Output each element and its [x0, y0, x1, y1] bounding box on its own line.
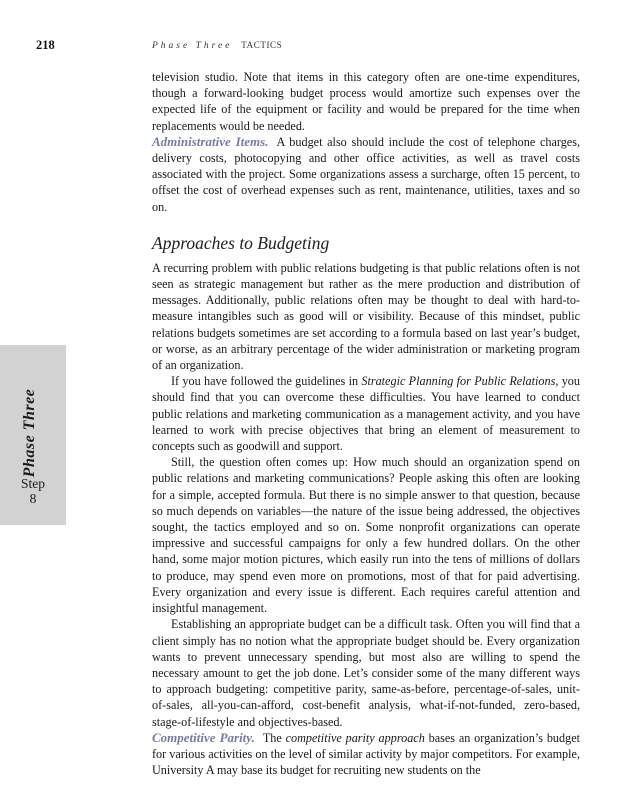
page-number: 218	[36, 38, 55, 52]
running-head-phase: Phase Three	[152, 41, 233, 51]
paragraph-recurring-problem: A recurring problem with public relations budgeting is that public relations often is not seen as strategic management but rather as the mere production and distribution of messages. Additionally, public relations often may be thought to deal with hard-to-measure intangibles such as good will or visibility. Because of this mindset, public relations budgets sometimes are set according to a formula based on last year’s budget, or worse, as an arbitrary percentage of the wider administration or marketing program of an organization.	[152, 260, 580, 373]
paragraph-administrative-items	[152, 134, 580, 215]
paragraph-competitive-parity	[152, 730, 580, 779]
paragraph-intro: television studio. Note that items in this category often are one-time expenditures, though a forward-looking budget process would amortize such expenses over the expected life of the equipment or facility and would be prepared for the time when replacements would be needed.	[152, 70, 580, 133]
guidelines-pre: If you have followed the guidelines in	[171, 374, 362, 389]
section-heading: Approaches to Budgeting	[152, 232, 330, 253]
body-column	[152, 69, 580, 778]
paragraph-question: Still, the question often comes up: How much should an organization spend on public relations and marketing communications? People asking this often are looking for a simple, accepted formula. But there is no simple answer to that question, because so much depends on variables—the nature of the issue being addressed, the objectives sought, the tactics employed and so on. Some nonprofit organizations can operate impressive and successful campaigns for only a few hundred dollars. On the other hand, some major motion pictures, which easily run into the tens of millions of dollars to produce, may spend even more on promotions, most of that for paid advertising. Every organization and every issue is different. Each requires careful attention and insightful management.	[152, 455, 580, 616]
run-in-head-administrative: Administrative Items.	[152, 133, 269, 149]
paragraph-guidelines	[152, 373, 580, 454]
competitive-term: competitive parity approach	[285, 730, 425, 745]
side-tab-title: Phase Three	[21, 388, 38, 478]
administrative-body: A budget also should include the cost of telephone charges, delivery costs, photocopying and other office activities, as well as travel costs associated with the project. Some organizations assess a surcharge, often 15 percent, to offset the cost of overhead expenses such as rent, maintenance, utilities, taxes and so on.	[152, 134, 581, 214]
side-step	[0, 476, 66, 506]
book-title: Strategic Planning for Public Relations	[361, 374, 556, 389]
running-head-section: TACTICS	[241, 40, 283, 50]
competitive-post: bases an organization’s budget for various activities on the level of similar activity by major competitors. For example, University A may base its budget for recruiting new students on the	[152, 730, 580, 778]
guidelines-post: , you should find that you can overcome these difficulties. You have learned to conduct public relations and marketing communication as a management activity, and you have learned to work with precise objectives that bring an element of measurement to concepts such as goodwill and support.	[152, 374, 580, 454]
paragraph-establishing: Establishing an appropriate budget can be a difficult task. Often you will find that a client simply has no notion what the appropriate budget should be. Every organization wants to prevent unnecessary spending, but most also are willing to spend the necessary amount to get the job done. Let’s consider some of the many different ways to approach budgeting: competitive parity, same-as-before, percentage-of-sales, unit-of-sales, all-you-can-afford, cost-benefit analysis, what-if-not-funded, zero-based, stage-of-lifestyle and objectives-based.	[152, 617, 580, 729]
running-head	[152, 40, 282, 51]
competitive-pre: The	[262, 730, 286, 745]
run-in-head-competitive: Competitive Parity.	[152, 729, 255, 745]
side-step-number: 8	[29, 491, 37, 506]
side-step-label: Step	[20, 476, 45, 491]
